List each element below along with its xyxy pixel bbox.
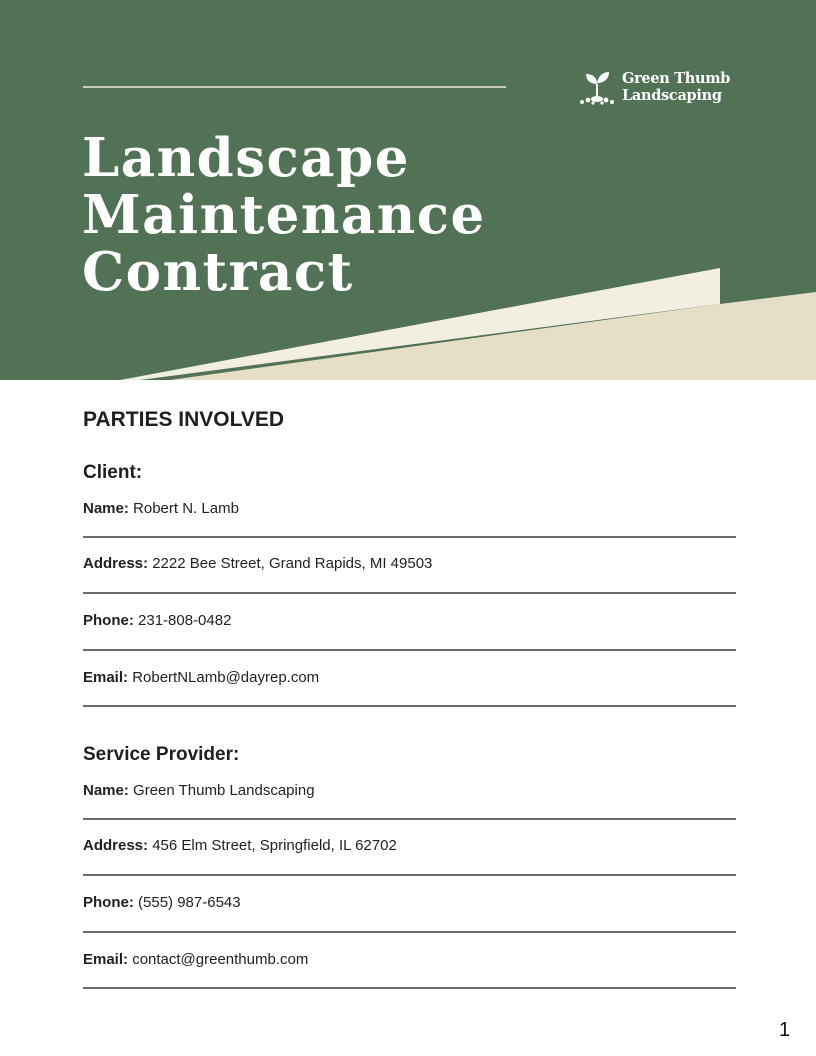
provider-address-value: 456 Elm Street, Springfield, IL 62702	[152, 837, 397, 854]
divider	[83, 705, 736, 707]
divider	[83, 592, 736, 594]
title-line1: Landscape	[82, 127, 410, 189]
client-email-value: RobertNLamb@dayrep.com	[132, 669, 320, 686]
divider	[83, 931, 736, 933]
sprout-icon	[578, 70, 618, 106]
client-name-value: Robert N. Lamb	[133, 500, 239, 517]
client-name-label: Name:	[83, 500, 129, 517]
divider	[83, 649, 736, 651]
brand-name-line2: Landscaping	[622, 87, 722, 104]
provider-email-field	[83, 950, 736, 980]
parties-heading: PARTIES INVOLVED	[83, 408, 285, 431]
brand-name-line1: Green Thumb	[622, 70, 731, 87]
client-email-label: Email:	[83, 669, 129, 686]
provider-phone-value: (555) 987-6543	[138, 894, 241, 911]
provider-name-value: Green Thumb Landscaping	[133, 782, 315, 799]
provider-email-label: Email:	[83, 951, 129, 968]
divider	[83, 874, 736, 876]
provider-email-value: contact@greenthumb.com	[132, 951, 309, 968]
provider-name-label: Name:	[83, 782, 129, 799]
client-address-label: Address:	[83, 555, 149, 572]
header-banner	[0, 0, 816, 380]
brand-name	[622, 70, 730, 104]
client-email-field	[83, 668, 736, 698]
provider-address-field	[83, 836, 736, 866]
client-phone-label: Phone:	[83, 612, 134, 629]
divider	[83, 536, 736, 538]
client-address-value: 2222 Bee Street, Grand Rapids, MI 49503	[152, 555, 433, 572]
client-name-field	[83, 499, 736, 529]
header-rule	[83, 86, 506, 88]
title-line2: Maintenance	[82, 184, 486, 246]
client-phone-field	[83, 611, 736, 641]
provider-phone-field	[83, 893, 736, 923]
client-phone-value: 231-808-0482	[138, 612, 232, 629]
client-address-field	[83, 554, 736, 584]
page-number: 1	[779, 1019, 791, 1041]
divider	[83, 987, 736, 989]
client-heading: Client:	[83, 462, 143, 483]
provider-heading: Service Provider:	[83, 744, 240, 765]
provider-name-field	[83, 781, 736, 811]
page-title	[82, 127, 486, 303]
brand-logo	[578, 70, 738, 110]
divider	[83, 818, 736, 820]
beige-wedge-shape	[170, 292, 816, 380]
title-line3: Contract	[82, 241, 354, 303]
provider-phone-label: Phone:	[83, 894, 134, 911]
provider-address-label: Address:	[83, 837, 149, 854]
